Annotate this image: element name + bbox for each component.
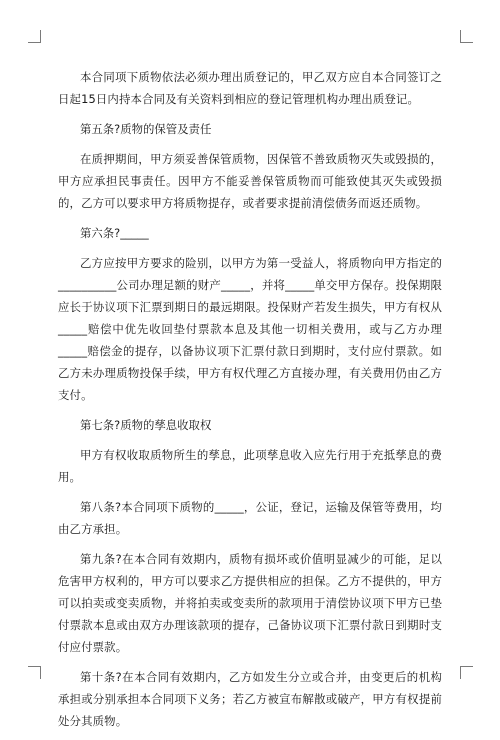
crop-mark-bottom-left xyxy=(28,666,41,679)
crop-mark-top-left xyxy=(28,30,41,43)
crop-mark-bottom-right xyxy=(460,666,473,679)
paragraph-registration: 本合同项下质物依法必须办理出质登记的，甲乙双方应自本合同签订之日起15日内持本合同及有关资料到相应的登记管理机构办理出质登记。 xyxy=(58,70,442,106)
paragraph-article-6: 乙方应按甲方要求的险别，以甲方为第一受益人，将质物向甲方指定的__________公司办理足额的财产_____，并将_____单交甲方保存。投保期限应长于协议项下汇票到期日的最远期限。投保财产若发生损失，甲方有权从_____赔偿中优先收回垫付票款本息及其他一切相关费用，或与乙方办理_____赔偿金的提存，以备协议项下汇票付款日到期时，支付应付票款。如乙方未办理质物投保手续，甲方有权代理乙方直接办理，有关费用仍由乙方支付。 xyxy=(58,256,442,402)
paragraph-article-8: 第八条?本合同项下质物的_____，公证，登记，运输及保管等费用，均由乙方承担。 xyxy=(58,500,442,536)
heading-article-7: 第七条?质物的孳息收取权 xyxy=(80,418,212,432)
heading-article-5: 第五条?质物的保管及责任 xyxy=(80,122,212,136)
crop-mark-top-right xyxy=(460,30,473,43)
heading-article-6: 第六条?_____ xyxy=(80,226,149,240)
document-body xyxy=(58,66,442,740)
paragraph-article-7: 甲方有权收取质物所生的孳息，此项孳息收入应先行用于充抵孳息的费用。 xyxy=(58,448,442,484)
paragraph-article-9: 第九条?在本合同有效期内，质物有损坏或价值明显减少的可能，足以危害甲方权利的，甲方可以要求乙方提供相应的担保。乙方不提供的，甲方可以拍卖或变卖质物，并将拍卖或变卖所的款项用于清偿协议项下甲方已垫付票款本息或由双方办理该款项的提存，己备协议项下汇票付款日到期时支付应付票款。 xyxy=(58,552,442,654)
paragraph-article-5: 在质押期间，甲方须妥善保管质物，因保管不善致质物灭失或毁损的，甲方应承担民事责任。因甲方不能妥善保管质物而可能致使其灭失或毁损的，乙方可以要求甲方将质物提存，或者要求提前清偿债务而返还质物。 xyxy=(58,152,442,210)
paragraph-article-10: 第十条?在本合同有效期内，乙方如发生分立或合并，由变更后的机构承担或分别承担本合同项下义务；若乙方被宣布解散或破产，甲方有权提前处分其质物。 xyxy=(58,670,442,728)
